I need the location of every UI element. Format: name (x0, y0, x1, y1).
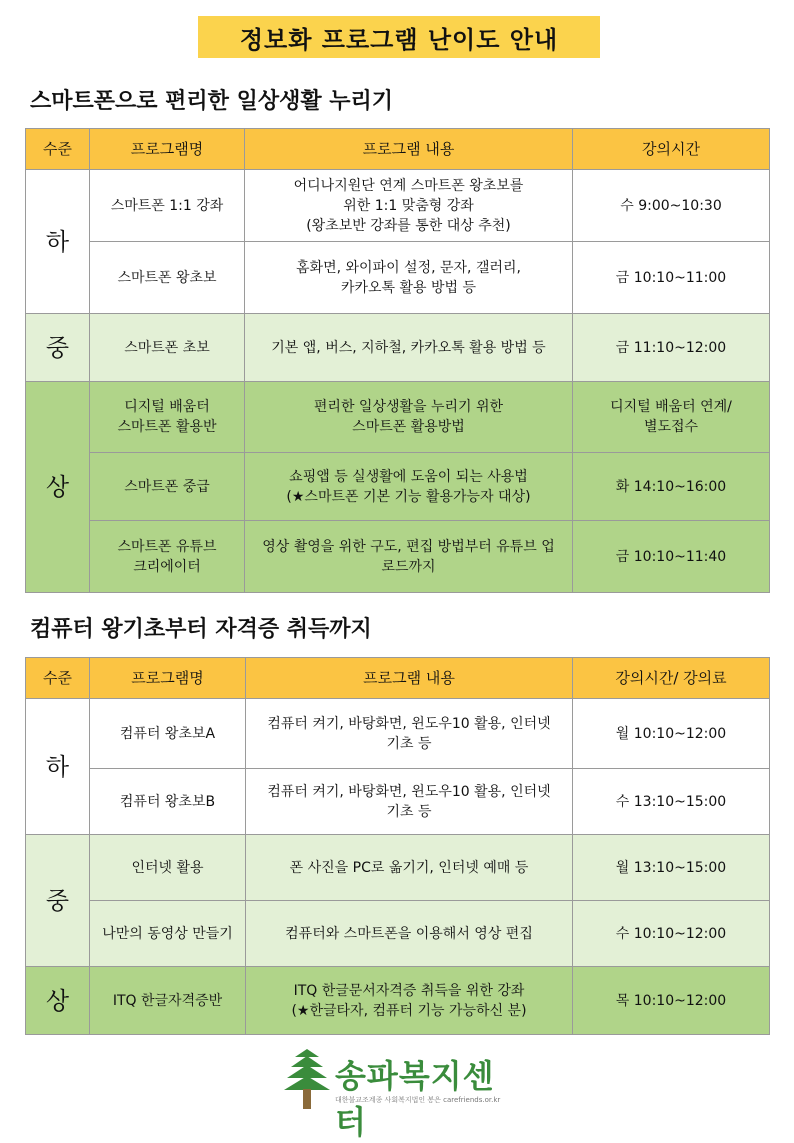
level-jung: 중 (26, 314, 90, 382)
program-name: ITQ 한글자격증반 (90, 967, 246, 1035)
logo-subtitle: 대한불교조계종 사회복지법인 봉은 carefriends.or.kr (335, 1096, 501, 1104)
logo-name: 송파복지센터 (335, 1057, 495, 1141)
program-content: 영상 촬영을 위한 구도, 편집 방법부터 유튜브 업 로드까지 (245, 521, 573, 593)
lecture-time: 수 13:10~15:00 (573, 769, 770, 835)
lecture-time: 금 11:10~12:00 (573, 314, 770, 382)
level-sang: 상 (26, 382, 90, 593)
computer-program-table (25, 657, 770, 1035)
section-title-smartphone: 스마트폰으로 편리한 일상생활 누리기 (30, 89, 394, 114)
lecture-time: 화 14:10~16:00 (573, 453, 770, 521)
program-name: 디지털 배움터 스마트폰 활용반 (90, 382, 245, 453)
lecture-time: 금 10:10~11:00 (573, 242, 770, 314)
program-content: ITQ 한글문서자격증 취득을 위한 강좌 (★한글타자, 컴퓨터 기능 가능하신 분) (246, 967, 573, 1035)
lecture-time: 금 10:10~11:40 (573, 521, 770, 593)
level-ha: 하 (26, 170, 90, 314)
lecture-time: 수 9:00~10:30 (573, 170, 770, 242)
program-content: 컴퓨터 켜기, 바탕화면, 윈도우10 활용, 인터넷 기초 등 (246, 769, 573, 835)
program-content: 홈화면, 와이파이 설정, 문자, 갤러리, 카카오톡 활용 방법 등 (245, 242, 573, 314)
lecture-time: 월 10:10~12:00 (573, 699, 770, 769)
program-content: 어디나지원단 연계 스마트폰 왕초보를 위한 1:1 맞춤형 강좌 (왕초보반 강좌를 통한 대상 추천) (245, 170, 573, 242)
lecture-time: 수 10:10~12:00 (573, 901, 770, 967)
program-name: 인터넷 활용 (90, 835, 246, 901)
program-name: 스마트폰 왕초보 (90, 242, 245, 314)
program-name: 스마트폰 중급 (90, 453, 245, 521)
page-title: 정보화 프로그램 난이도 안내 (198, 16, 600, 58)
header-program-name: 프로그램명 (90, 658, 246, 699)
header-lecture-time-fee: 강의시간/ 강의료 (573, 658, 770, 699)
header-program-name: 프로그램명 (90, 129, 245, 170)
header-level: 수준 (26, 658, 90, 699)
program-name: 스마트폰 유튜브 크리에이터 (90, 521, 245, 593)
section-title-computer: 컴퓨터 왕기초부터 자격증 취득까지 (30, 617, 372, 642)
level-ha: 하 (26, 699, 90, 835)
level-sang: 상 (26, 967, 90, 1035)
program-content: 기본 앱, 버스, 지하철, 카카오톡 활용 방법 등 (245, 314, 573, 382)
smartphone-program-table (25, 128, 770, 593)
level-jung: 중 (26, 835, 90, 967)
header-lecture-time: 강의시간 (573, 129, 770, 170)
program-content: 컴퓨터 켜기, 바탕화면, 윈도우10 활용, 인터넷 기초 등 (246, 699, 573, 769)
lecture-time: 목 10:10~12:00 (573, 967, 770, 1035)
program-content: 편리한 일상생활을 누리기 위한 스마트폰 활용방법 (245, 382, 573, 453)
program-name: 스마트폰 초보 (90, 314, 245, 382)
lecture-time: 디지털 배움터 연계/ 별도접수 (573, 382, 770, 453)
program-name: 컴퓨터 왕초보A (90, 699, 246, 769)
tree-logo-icon (283, 1047, 331, 1111)
program-name: 스마트폰 1:1 강좌 (90, 170, 245, 242)
header-level: 수준 (26, 129, 90, 170)
songpa-welfare-center-logo (283, 1047, 523, 1141)
program-content: 컴퓨터와 스마트폰을 이용해서 영상 편집 (246, 901, 573, 967)
header-program-content: 프로그램 내용 (245, 129, 573, 170)
program-name: 나만의 동영상 만들기 (90, 901, 246, 967)
program-content: 쇼핑앱 등 실생활에 도움이 되는 사용법 (★스마트폰 기본 기능 활용가능자 대상) (245, 453, 573, 521)
program-content: 폰 사진을 PC로 옮기기, 인터넷 예매 등 (246, 835, 573, 901)
program-name: 컴퓨터 왕초보B (90, 769, 246, 835)
header-program-content: 프로그램 내용 (246, 658, 573, 699)
lecture-time: 월 13:10~15:00 (573, 835, 770, 901)
